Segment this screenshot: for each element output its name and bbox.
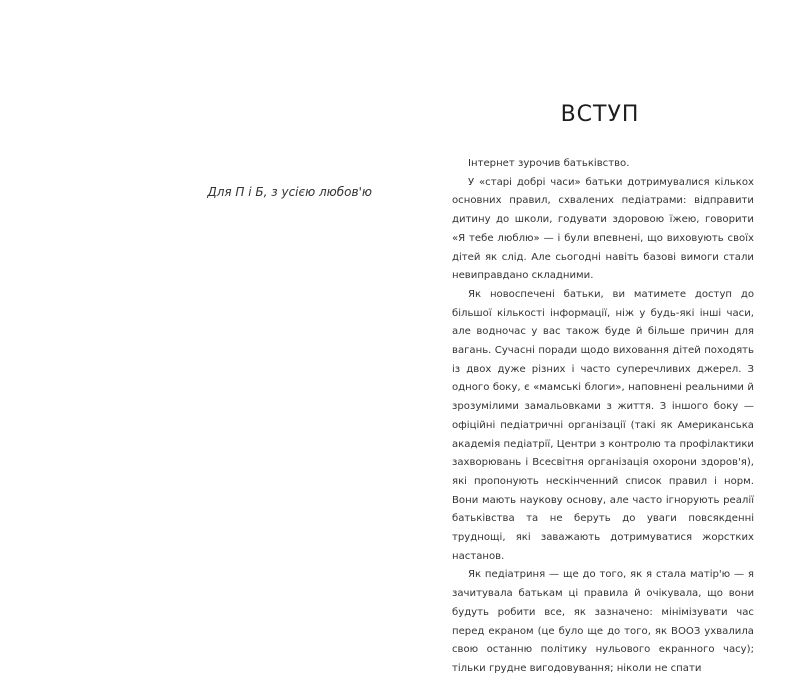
dedication-text: Для П і Б, з усією любов'ю <box>207 185 372 199</box>
chapter-body <box>452 155 754 679</box>
paragraph-4: Як педіатриня — ще до того, як я стала матір'ю — я зачитувала батькам ці правила й очікувала, що вони будуть робити все, як зазначено: мінімізувати час перед екраном (це було ще до того, як ВООЗ ухвалила свою останню політику нульового екранного часу); тільки грудне вигодовування; ніколи не спати <box>452 569 754 674</box>
paragraph-3: Як новоспечені батьки, ви матимете доступ до більшої кількості інформації, ніж у будь-які інші часи, але водночас у вас також буде й більше причин для вагань. Сучасні поради щодо виховання дітей походять із двох дуже різних і часто суперечливих джерел. З одного боку, є «мамські блоги», наповнені реальними й зрозумілими замальовками з життя. З іншого боку — офіційні педіатричні організації (такі як Американська академія педіатрії, Центри з контролю та профілактики захворювань і Всесвітня організація охорони здоров'я), які пропонують нескінченний список правил і норм. Вони мають наукову основу, але часто ігнорують реалії батьківства та не беруть до уваги повсякденні труднощі, які заважають дотримуватися жорстких настанов. <box>452 288 754 562</box>
paragraph-1: Інтернет зурочив батьківство. <box>468 158 630 169</box>
chapter-title: ВСТУП <box>560 102 640 127</box>
paragraph-2: У «старі добрі часи» батьки дотримувалися кількох основних правил, схвалених педіатрами: відправити дитину до школи, годувати здоровою їжею, говорити «Я тебе люблю» — і були впевнені, що виховують своїх дітей як слід. Але сьогодні навіть базові вимоги стали невиправдано складними. <box>452 176 754 282</box>
right-page <box>400 0 800 674</box>
left-page <box>0 0 400 595</box>
